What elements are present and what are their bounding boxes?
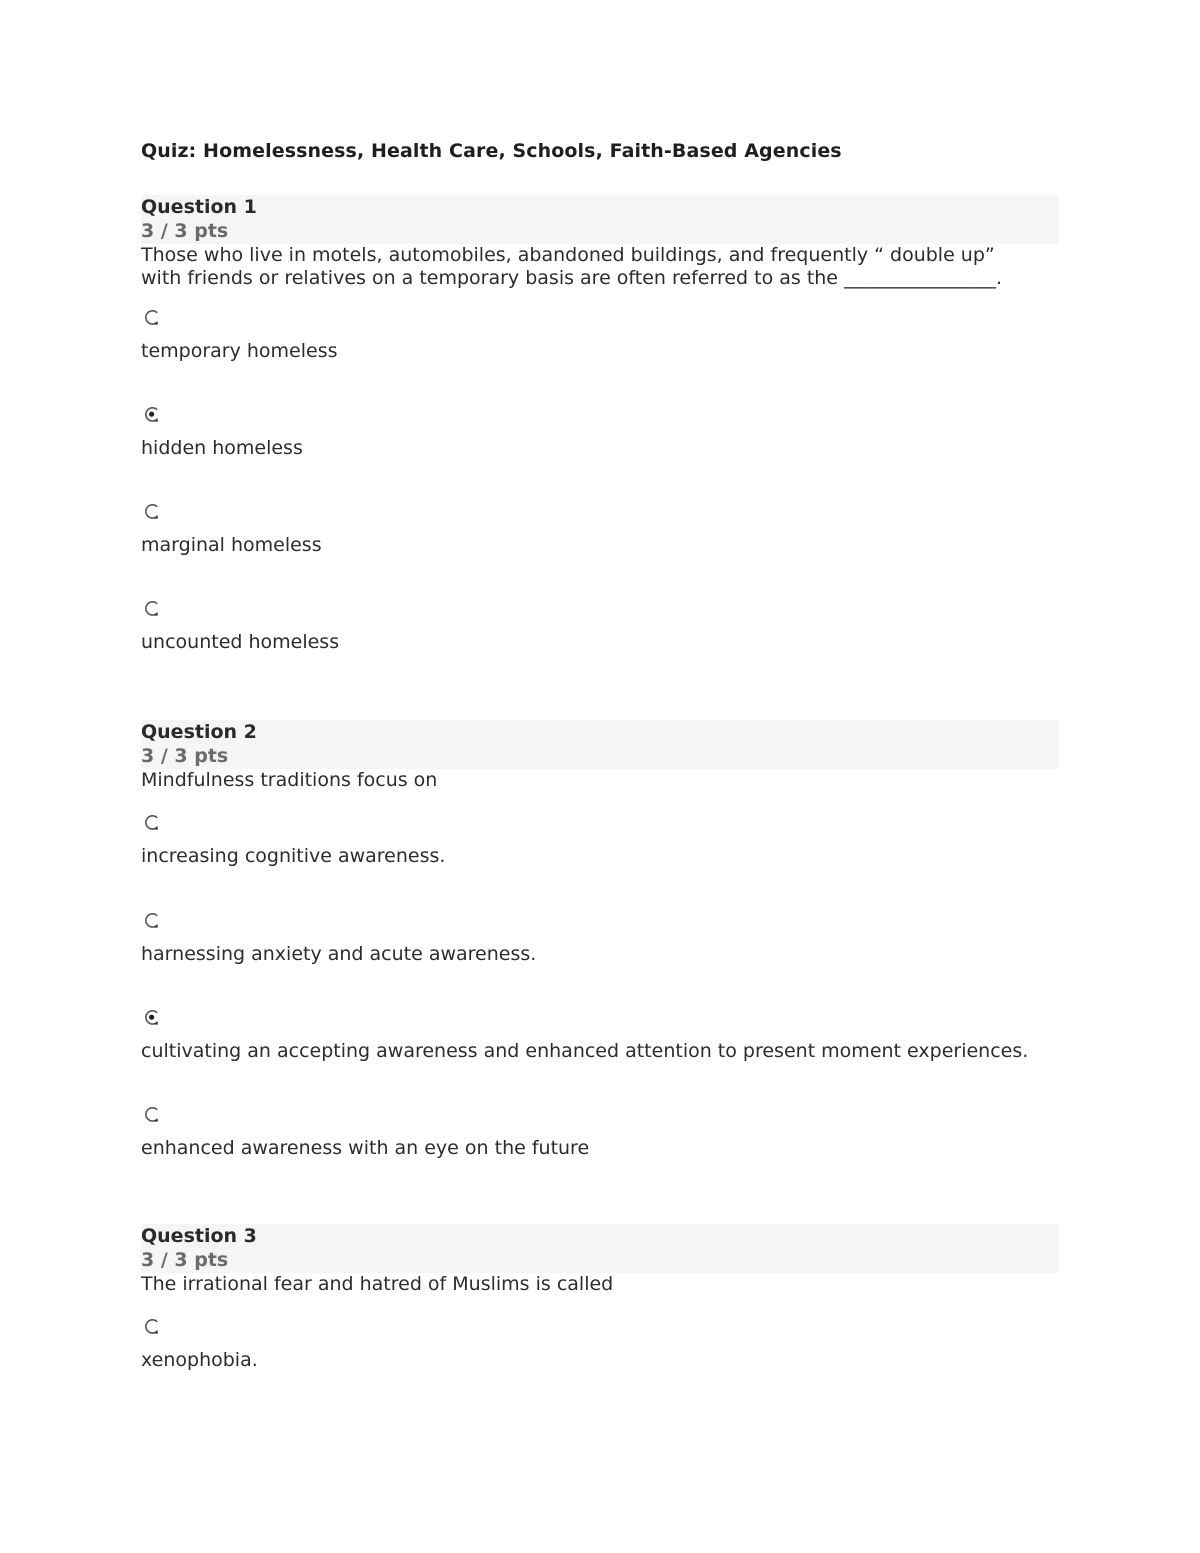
question-2 (141, 720, 1059, 1159)
question-header (141, 195, 1059, 244)
radio-unselected-icon[interactable] (144, 503, 161, 520)
answer-option[interactable] (141, 1009, 1059, 1079)
answer-label: temporary homeless (141, 340, 338, 362)
answer-label: hidden homeless (141, 437, 303, 459)
answer-label: cultivating an accepting awareness and enhanced attention to present moment experiences. (141, 1040, 1029, 1062)
answer-label: marginal homeless (141, 534, 322, 556)
answer-option[interactable] (141, 600, 1059, 670)
radio-unselected-icon[interactable] (144, 1318, 161, 1335)
question-number: Question 1 (141, 196, 257, 218)
answer-option[interactable] (141, 406, 1059, 476)
question-number: Question 3 (141, 1225, 257, 1247)
question-points: 3 / 3 pts (141, 745, 229, 767)
answer-option[interactable] (141, 1318, 1059, 1388)
answer-option[interactable] (141, 814, 1059, 884)
radio-unselected-icon[interactable] (144, 309, 161, 326)
radio-unselected-icon[interactable] (144, 600, 161, 617)
answer-option[interactable] (141, 912, 1059, 982)
question-points: 3 / 3 pts (141, 220, 229, 242)
question-text: Mindfulness traditions focus on (141, 769, 438, 791)
radio-selected-icon[interactable] (144, 406, 161, 423)
radio-unselected-icon[interactable] (144, 912, 161, 929)
radio-selected-dot (149, 412, 154, 417)
quiz-title: Quiz: Homelessness, Health Care, Schools, Faith-Based Agencies (141, 140, 842, 162)
radio-unselected-icon[interactable] (144, 814, 161, 831)
answer-option[interactable] (141, 503, 1059, 573)
answer-option[interactable] (141, 309, 1059, 379)
question-number: Question 2 (141, 721, 257, 743)
question-text: The irrational fear and hatred of Muslims is called (141, 1273, 614, 1295)
question-header (141, 1224, 1059, 1273)
radio-selected-dot (149, 1015, 154, 1020)
radio-selected-icon[interactable] (144, 1009, 161, 1026)
question-header (141, 720, 1059, 769)
answer-option[interactable] (141, 1106, 1059, 1176)
question-3 (141, 1224, 1059, 1371)
answer-label: xenophobia. (141, 1349, 258, 1371)
answer-label: uncounted homeless (141, 631, 340, 653)
radio-unselected-icon[interactable] (144, 1106, 161, 1123)
answer-label: harnessing anxiety and acute awareness. (141, 943, 537, 965)
answer-label: increasing cognitive awareness. (141, 845, 446, 867)
question-text: Those who live in motels, automobiles, abandoned buildings, and frequently “ double up” with friends or relatives on a temporary basis are often referred to as the ________________. (141, 244, 1003, 289)
question-points: 3 / 3 pts (141, 1249, 229, 1271)
answer-label: enhanced awareness with an eye on the future (141, 1137, 590, 1159)
question-1 (141, 195, 1059, 653)
